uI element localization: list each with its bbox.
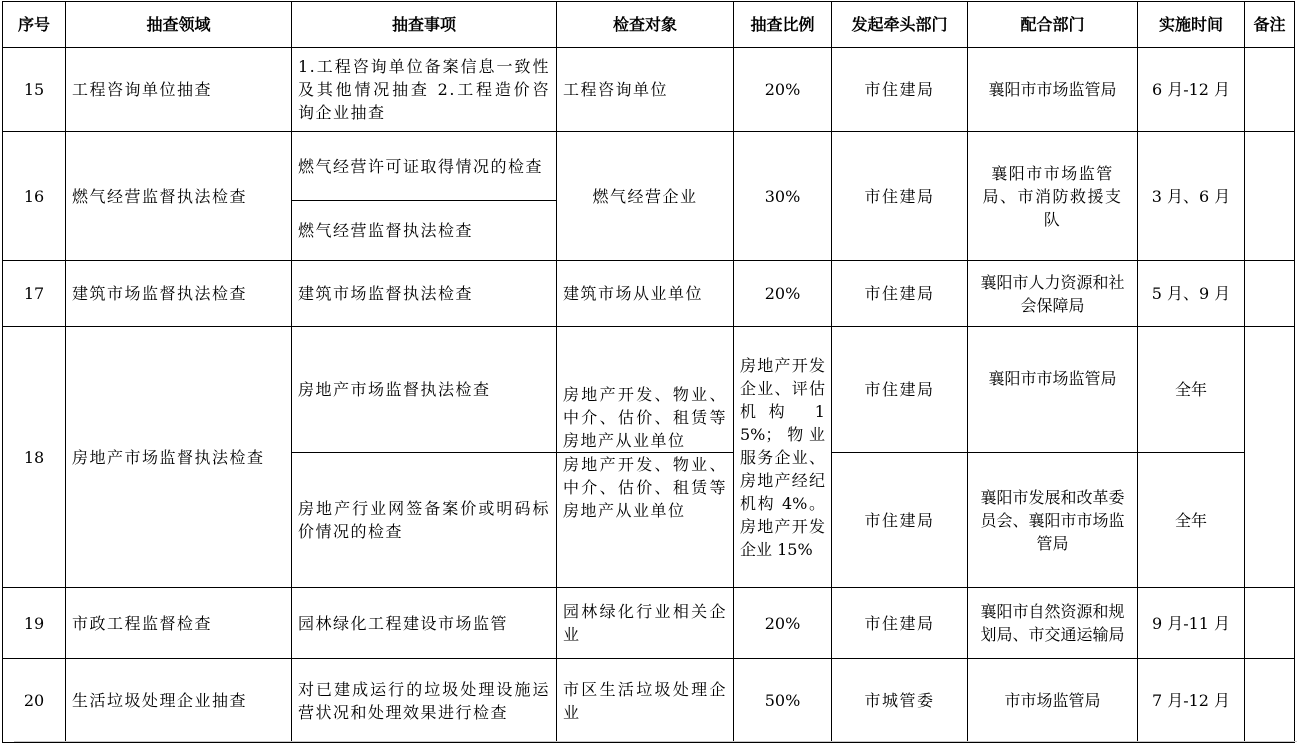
cell-lead: 市住建局 (832, 132, 968, 261)
cell-remark (1245, 261, 1295, 327)
table-row-18 (3, 327, 1295, 453)
cell-time: 全年 (1138, 327, 1245, 453)
cell-item: 房地产市场监督执法检查 (292, 327, 557, 453)
cell-field: 生活垃圾处理企业抽查 (66, 659, 292, 743)
table-row-17 (3, 261, 1295, 327)
cell-lead: 市住建局 (832, 453, 968, 588)
header-time: 实施时间 (1138, 2, 1245, 48)
cell-remark (1245, 132, 1295, 261)
cell-item: 对已建成运行的垃圾处理设施运营状况和处理效果进行检查 (292, 659, 557, 743)
cell-coop: 襄阳市人力资源和社会保障局 (968, 261, 1138, 327)
cell-ratio: 20% (734, 588, 832, 659)
cell-remark (1245, 659, 1295, 743)
cell-lead: 市住建局 (832, 261, 968, 327)
cell-no: 18 (3, 327, 66, 588)
cell-time: 6 月-12 月 (1138, 48, 1245, 132)
cell-lead: 市住建局 (832, 588, 968, 659)
cell-ratio: 50% (734, 659, 832, 743)
cell-item: 燃气经营许可证取得情况的检查 (292, 132, 557, 201)
page-bottom-divider (14, 741, 1297, 742)
cell-target: 建筑市场从业单位 (557, 261, 734, 327)
cell-item: 园林绿化工程建设市场监管 (292, 588, 557, 659)
table-row-20 (3, 659, 1295, 743)
cell-field: 燃气经营监督执法检查 (66, 132, 292, 261)
table-row-16 (3, 132, 1295, 201)
cell-lead: 市住建局 (832, 48, 968, 132)
cell-remark (1245, 48, 1295, 132)
cell-target: 园林绿化行业相关企业 (557, 588, 734, 659)
cell-item: 燃气经营监督执法检查 (292, 201, 557, 261)
cell-remark (1245, 327, 1295, 588)
table-row-19 (3, 588, 1295, 659)
header-ratio: 抽查比例 (734, 2, 832, 48)
cell-item: 房地产行业网签备案价或明码标价情况的检查 (292, 453, 557, 588)
cell-lead: 市住建局 (832, 327, 968, 453)
header-remark: 备注 (1245, 2, 1295, 48)
cell-field: 市政工程监督检查 (66, 588, 292, 659)
cell-target: 工程咨询单位 (557, 48, 734, 132)
cell-no: 16 (3, 132, 66, 261)
cell-time: 3 月、6 月 (1138, 132, 1245, 261)
cell-ratio: 房地产开发企业、评估机构 15%；物业服务企业、房地产经纪机构 4%。房地产开发企业 15% (734, 327, 832, 588)
cell-no: 20 (3, 659, 66, 743)
cell-remark (1245, 588, 1295, 659)
cell-item: 建筑市场监督执法检查 (292, 261, 557, 327)
cell-target: 房地产开发、物业、中介、估价、租赁等房地产从业单位 (557, 327, 734, 453)
cell-coop: 襄阳市发展和改革委员会、襄阳市市场监管局 (968, 453, 1138, 588)
table-row-15 (3, 48, 1295, 132)
cell-field: 建筑市场监督执法检查 (66, 261, 292, 327)
header-no: 序号 (3, 2, 66, 48)
cell-coop: 襄阳市市场监管局 (968, 327, 1138, 453)
cell-lead: 市城管委 (832, 659, 968, 743)
cell-target: 燃气经营企业 (557, 132, 734, 261)
cell-no: 17 (3, 261, 66, 327)
header-coop: 配合部门 (968, 2, 1138, 48)
cell-ratio: 20% (734, 261, 832, 327)
header-field: 抽查领域 (66, 2, 292, 48)
cell-time: 9 月-11 月 (1138, 588, 1245, 659)
cell-item: 1.工程咨询单位备案信息一致性及其他情况抽查 2.工程造价咨询企业抽查 (292, 48, 557, 132)
cell-coop: 襄阳市市场监管局 (968, 48, 1138, 132)
header-target: 检查对象 (557, 2, 734, 48)
header-item: 抽查事项 (292, 2, 557, 48)
cell-coop: 襄阳市自然资源和规划局、市交通运输局 (968, 588, 1138, 659)
cell-time: 全年 (1138, 453, 1245, 588)
cell-target: 市区生活垃圾处理企业 (557, 659, 734, 743)
inspection-table (2, 1, 1295, 743)
cell-no: 15 (3, 48, 66, 132)
cell-time: 7 月-12 月 (1138, 659, 1245, 743)
cell-target: 房地产开发、物业、中介、估价、租赁等房地产从业单位 (557, 453, 734, 588)
cell-ratio: 30% (734, 132, 832, 261)
cell-field: 工程咨询单位抽查 (66, 48, 292, 132)
cell-ratio: 20% (734, 48, 832, 132)
cell-coop: 襄阳市市场监管局、市消防救援支队 (968, 132, 1138, 261)
cell-coop: 市市场监管局 (968, 659, 1138, 743)
header-row (3, 2, 1295, 48)
cell-no: 19 (3, 588, 66, 659)
header-lead: 发起牵头部门 (832, 2, 968, 48)
cell-field: 房地产市场监督执法检查 (66, 327, 292, 588)
cell-time: 5 月、9 月 (1138, 261, 1245, 327)
